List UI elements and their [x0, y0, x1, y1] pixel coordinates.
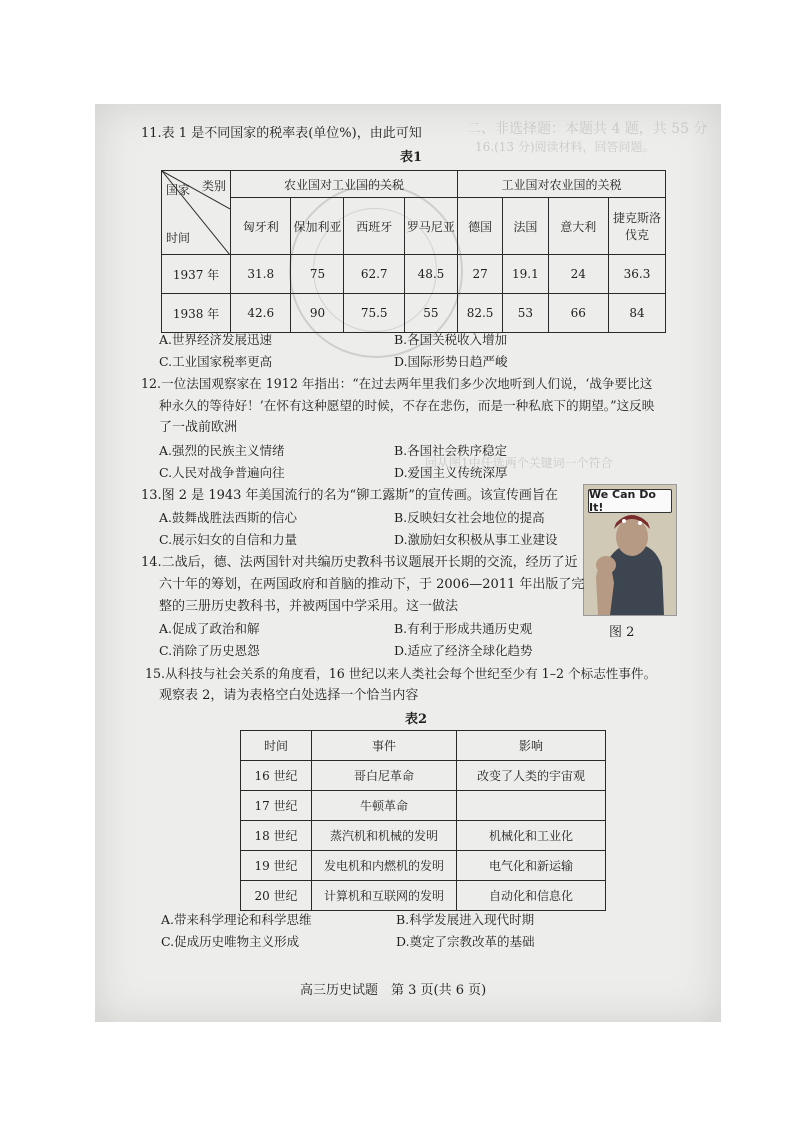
q14-stem-line2: 六十年的筹划，在两国政府和首脑的推动下，于 2006—2011 年出版了完: [159, 577, 585, 592]
figure2-caption: 图 2: [609, 625, 635, 640]
table-row: [241, 821, 606, 851]
q12-option-b[interactable]: B.各国社会秩序稳定: [394, 443, 508, 458]
bleed-through-text: 回从图1中任选两个关键词一个符合: [425, 456, 613, 470]
q12-option-d[interactable]: D.爱国主义传统深厚: [394, 465, 508, 480]
event-cell: 牛顿革命: [312, 791, 457, 821]
table1-corner: [162, 171, 231, 255]
q13-option-d[interactable]: D.激励妇女积极从事工业建设: [394, 532, 558, 547]
event-cell: 计算机和互联网的发明: [312, 881, 457, 911]
q14-option-d[interactable]: D.适应了经济全球化趋势: [394, 643, 533, 658]
time-cell: 17 世纪: [241, 791, 312, 821]
time-cell: 16 世纪: [241, 761, 312, 791]
table-row: [241, 791, 606, 821]
col-header-impact: 影响: [457, 731, 606, 761]
rate-cell: 90: [291, 294, 344, 333]
q11-option-d[interactable]: D.国际形势日趋严峻: [394, 354, 508, 369]
table-row: [241, 761, 606, 791]
table-row: [162, 255, 666, 294]
rate-cell: 24: [548, 255, 609, 294]
country-header: 法国: [503, 198, 548, 255]
country-header: 意大利: [548, 198, 609, 255]
time-cell: 18 世纪: [241, 821, 312, 851]
table-row: [241, 881, 606, 911]
impact-cell: 电气化和新运输: [457, 851, 606, 881]
q14-stem-line1: 14.二战后，德、法两国针对共编历史教科书议题展开长期的交流，经历了近: [141, 555, 578, 570]
poster-banner: We Can Do It!: [588, 489, 672, 513]
country-header: 捷克斯洛伐克: [609, 198, 666, 255]
q12-option-c[interactable]: C.人民对战争普遍向往: [159, 465, 285, 480]
q12-stem-line1: 12.一位法国观察家在 1912 年指出：“在过去两年里我们多少次地听到人们说，‘战争要比这: [141, 376, 653, 391]
q12-stem-line2: 种永久的等待好！’在怀有这种愿望的时候，不存在悲伤，而是一种私底下的期望。”这反映: [159, 398, 655, 413]
event-cell: 蒸汽机和机械的发明: [312, 821, 457, 851]
rate-cell: 66: [548, 294, 609, 333]
rate-cell: 55: [404, 294, 457, 333]
q12-stem-line3: 了一战前欧洲: [159, 420, 238, 435]
q11-option-a[interactable]: A.世界经济发展迅速: [159, 332, 273, 347]
corner-category: 类别: [202, 179, 227, 193]
q14-option-c[interactable]: C.消除了历史恩怨: [159, 643, 260, 658]
table1-caption: 表1: [400, 150, 423, 165]
country-header: 罗马尼亚: [404, 198, 457, 255]
science-table: [240, 730, 606, 911]
rate-cell: 62.7: [344, 255, 404, 294]
group-agri-header: 农业国对工业国的关税: [231, 171, 458, 198]
time-cell: 19 世纪: [241, 851, 312, 881]
group-ind-header: 工业国对农业国的关税: [457, 171, 665, 198]
table-row: [241, 851, 606, 881]
country-header: 西班牙: [344, 198, 404, 255]
rate-cell: 36.3: [609, 255, 666, 294]
rate-cell: 75: [291, 255, 344, 294]
country-header: 匈牙利: [231, 198, 291, 255]
q12-option-a[interactable]: A.强烈的民族主义情绪: [159, 443, 285, 458]
q14-stem-line3: 整的三册历史教科书，并被两国中学采用。这一做法: [159, 599, 459, 614]
rate-cell: 53: [503, 294, 548, 333]
bleed-through-text: 16.(13 分)阅读材料，回答问题。: [475, 140, 655, 154]
col-header-time: 时间: [241, 731, 312, 761]
impact-blank-cell: [457, 791, 606, 821]
event-cell: 哥白尼革命: [312, 761, 457, 791]
event-cell: 发电机和内燃机的发明: [312, 851, 457, 881]
country-header: 保加利亚: [291, 198, 344, 255]
q14-option-b[interactable]: B.有利于形成共通历史观: [394, 621, 533, 636]
impact-cell: 改变了人类的宇宙观: [457, 761, 606, 791]
country-header: 德国: [457, 198, 502, 255]
impact-cell: 自动化和信息化: [457, 881, 606, 911]
rate-cell: 84: [609, 294, 666, 333]
q15-stem-line1: 15.从科技与社会关系的角度看，16 世纪以来人类社会每个世纪至少有 1–2 个标志性事件。: [145, 666, 657, 681]
rate-cell: 82.5: [457, 294, 502, 333]
rate-cell: 75.5: [344, 294, 404, 333]
tariff-table: [161, 170, 666, 333]
year-cell: 1937 年: [162, 255, 231, 294]
corner-time: 时间: [166, 231, 191, 245]
q13-stem: 13.图 2 是 1943 年美国流行的名为“铆工露斯”的宣传画。该宣传画旨在: [141, 488, 558, 503]
rate-cell: 19.1: [503, 255, 548, 294]
page-footer: 高三历史试题 第 3 页(共 6 页): [300, 983, 487, 998]
time-cell: 20 世纪: [241, 881, 312, 911]
table2-caption: 表2: [405, 712, 428, 727]
rate-cell: 31.8: [231, 255, 291, 294]
impact-cell: 机械化和工业化: [457, 821, 606, 851]
q15-option-a[interactable]: A.带来科学理论和科学思维: [161, 912, 312, 927]
q15-option-c[interactable]: C.促成历史唯物主义形成: [161, 934, 300, 949]
rosie-riveter-poster: [583, 484, 677, 616]
q14-option-a[interactable]: A.促成了政治和解: [159, 621, 260, 636]
bleed-through-text: 二、非选择题：本题共 4 题，共 55 分: [467, 121, 708, 137]
rate-cell: 48.5: [404, 255, 457, 294]
q15-option-d[interactable]: D.奠定了宗教改革的基础: [396, 934, 535, 949]
q11-option-b[interactable]: B.各国关税收入增加: [394, 332, 508, 347]
q13-option-a[interactable]: A.鼓舞战胜法西斯的信心: [159, 510, 298, 525]
year-cell: 1938 年: [162, 294, 231, 333]
exam-page: [95, 104, 721, 1022]
q15-option-b[interactable]: B.科学发展进入现代时期: [396, 912, 535, 927]
rate-cell: 42.6: [231, 294, 291, 333]
q13-option-c[interactable]: C.展示妇女的自信和力量: [159, 532, 298, 547]
q15-stem-line2: 观察表 2，请为表格空白处选择一个恰当内容: [159, 688, 419, 703]
rate-cell: 27: [457, 255, 502, 294]
q13-option-b[interactable]: B.反映妇女社会地位的提高: [394, 510, 545, 525]
q11-option-c[interactable]: C.工业国家税率更高: [159, 354, 273, 369]
q11-stem: 11.表 1 是不同国家的税率表(单位%)，由此可知: [141, 126, 422, 141]
corner-country: 国家: [166, 183, 191, 197]
table-row: [162, 294, 666, 333]
col-header-event: 事件: [312, 731, 457, 761]
